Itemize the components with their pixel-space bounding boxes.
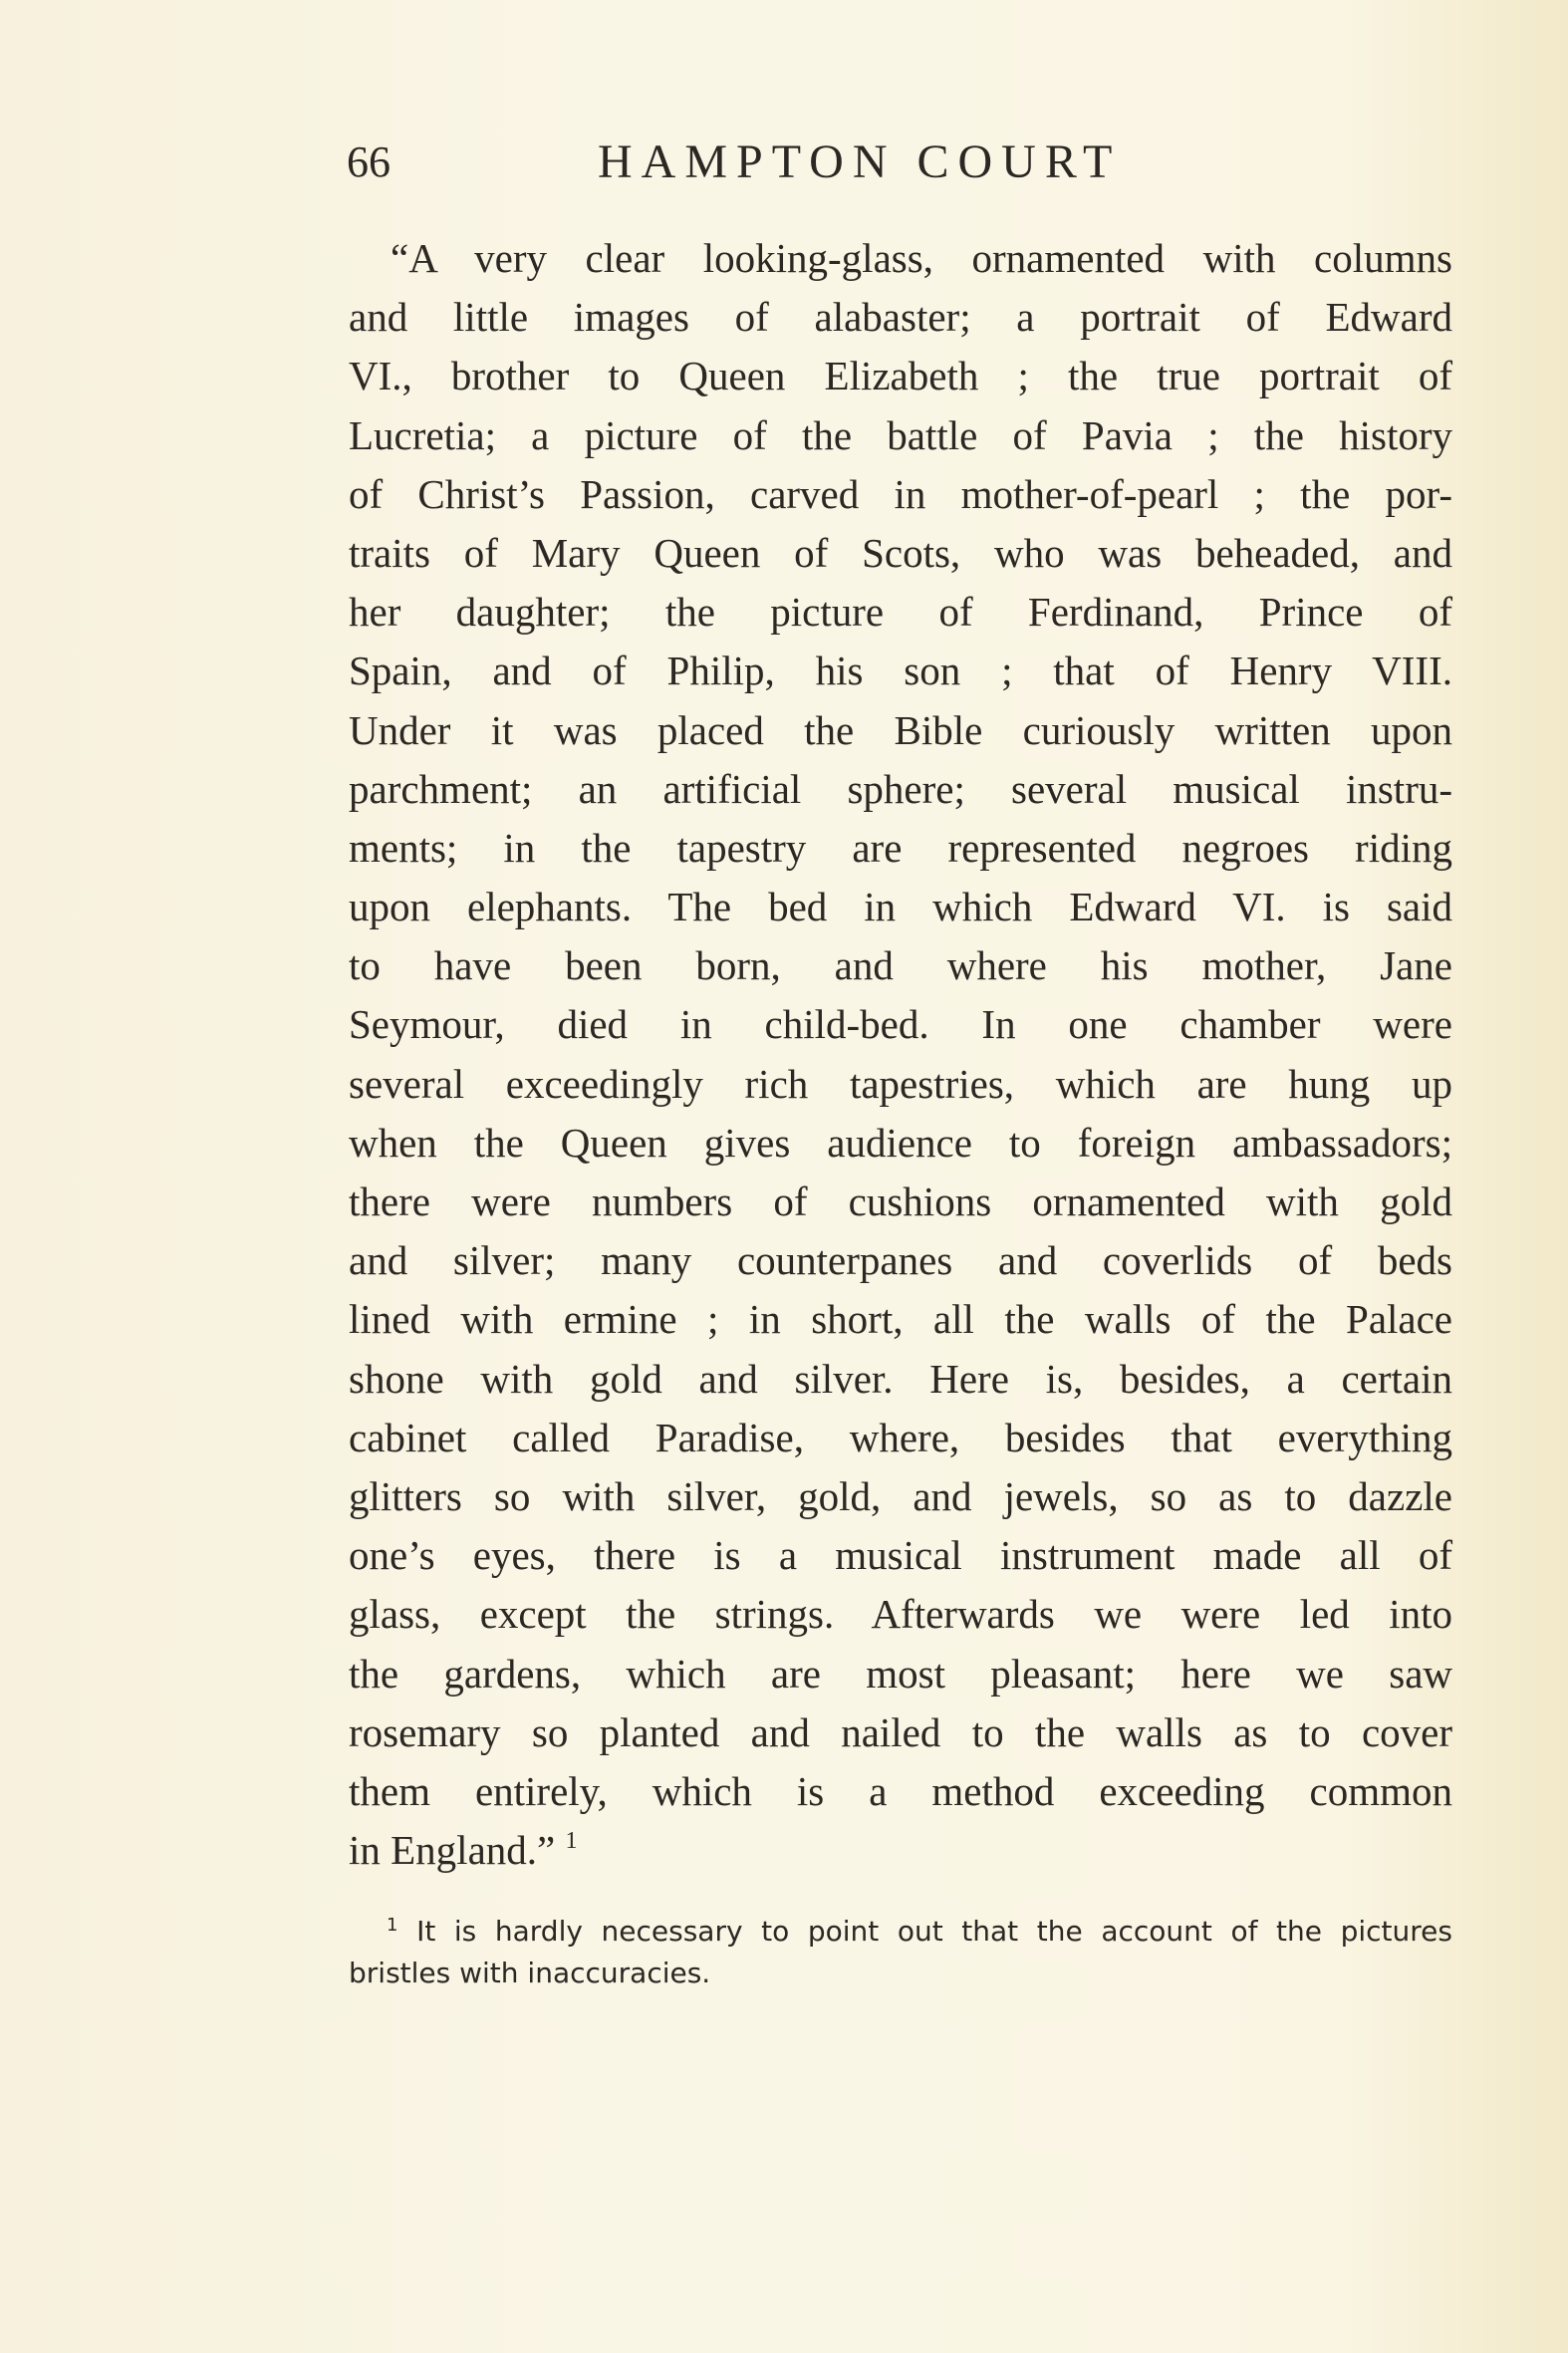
footnote xyxy=(349,1911,1452,1994)
page-header xyxy=(347,132,1452,192)
text-line: ments; in the tapestry are represented negroes riding xyxy=(349,824,1452,871)
text-line: glass, except the strings. Afterwards we were led into xyxy=(349,1591,1452,1638)
running-title: HAMPTON COURT xyxy=(598,135,1122,188)
text-line: parchment; an artificial sphere; several musical instru- xyxy=(349,765,1452,812)
page-number: 66 xyxy=(347,137,391,186)
text-line: cabinet called Paradise, where, besides that everything xyxy=(349,1414,1452,1460)
text-line: of Christ’s Passion, carved in mother-of-pearl ; the por- xyxy=(349,470,1452,517)
body-text xyxy=(349,229,1452,1880)
text-line: Under it was placed the Bible curiously written upon xyxy=(349,706,1452,753)
text-line: rosemary so planted and nailed to the walls as to cover xyxy=(349,1708,1452,1755)
footnote-text: It is hardly necessary to point out that the account of the pictures xyxy=(416,1915,1452,1948)
text-line: upon elephants. The bed in which Edward VI. is said xyxy=(349,884,1452,930)
text-line: Lucretia; a picture of the battle of Pavia ; the history xyxy=(349,411,1452,458)
text-line: traits of Mary Queen of Scots, who was beheaded, and xyxy=(349,529,1452,576)
text-line: several exceedingly rich tapestries, which are hung up xyxy=(349,1060,1452,1107)
text-line: and little images of alabaster; a portrait of Edward xyxy=(349,294,1452,341)
text-line: Spain, and of Philip, his son ; that of Henry VIII. xyxy=(349,648,1452,694)
text-line: one’s eyes, there is a musical instrument made all of xyxy=(349,1532,1452,1579)
text-line: to have been born, and where his mother, Jane xyxy=(349,942,1452,989)
text-line: the gardens, which are most pleasant; here we saw xyxy=(349,1650,1452,1697)
text-line: VI., brother to Queen Elizabeth ; the true portrait of xyxy=(349,353,1452,399)
footnote-marker: 1 xyxy=(387,1915,398,1936)
footnote-line: bristles with inaccuracies. xyxy=(349,1957,711,1989)
text-line: when the Queen gives audience to foreign ambassadors; xyxy=(349,1119,1452,1166)
text-line: shone with gold and silver. Here is, besides, a certain xyxy=(349,1355,1452,1402)
footnote-reference[interactable]: 1 xyxy=(565,1828,578,1855)
text-line: and silver; many counterpanes and coverlids of beds xyxy=(349,1237,1452,1284)
text-line: them entirely, which is a method exceeding common xyxy=(349,1767,1452,1814)
text-line: glitters so with silver, gold, and jewels, so as to dazzle xyxy=(349,1472,1452,1519)
text-line: in England.” xyxy=(349,1827,556,1874)
text-line: her daughter; the picture of Ferdinand, Prince of xyxy=(349,589,1452,636)
text-line: Seymour, died in child-bed. In one chamber were xyxy=(349,1001,1452,1048)
text-line-last xyxy=(349,1821,1452,1880)
text-line: “A very clear looking-glass, ornamented with columns xyxy=(391,235,1452,281)
text-line: there were numbers of cushions ornamented with gold xyxy=(349,1178,1452,1224)
text-line: lined with ermine ; in short, all the walls of the Palace xyxy=(349,1296,1452,1343)
footnote-line xyxy=(349,1911,1452,1953)
